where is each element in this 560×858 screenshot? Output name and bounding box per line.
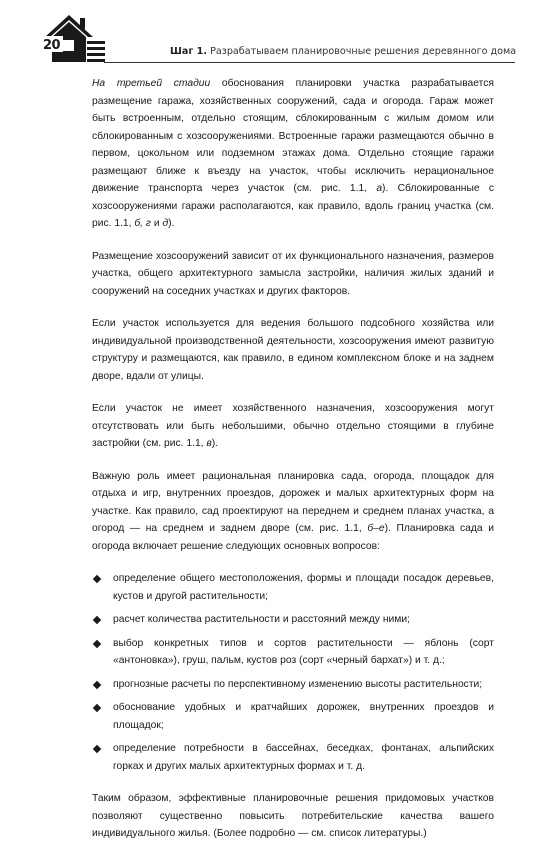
diamond-bullet-icon [93, 745, 101, 753]
list-item [92, 611, 494, 629]
body-text [92, 75, 494, 858]
figure-ref: б–е [367, 523, 385, 534]
list-item-text: выбор конкретных типов и сортов растительности — яблонь (сорт «антоновка»), груш, пальм, кустов роз (сорт «черный бархат») и т. д.; [113, 637, 494, 666]
header-rule [104, 62, 515, 63]
page-header [0, 0, 560, 72]
paragraph-subsidiary-farm: Если участок используется для ведения большого подсобного хозяйства или индивидуальной производственной деятельности, хозсооружения имеют развитую структуру и размещаются, как правило, в едином комплексном блоке и на заднем дворе, вдали от улицы. [92, 318, 494, 382]
italic-lead: На третьей стадии [92, 78, 211, 89]
paragraph-no-farm [92, 400, 494, 453]
figure-ref: д [162, 218, 169, 229]
paragraph-text: ). Сблокированные с хозсооружениями гаражи располагаются, как правило, вдоль границ участка (см. рис. 1.1, [92, 183, 494, 229]
list-item [92, 570, 494, 605]
paragraph-text: Если участок не имеет хозяйственного назначения, хозсооружения могут отсутствовать или быть небольшими, обычно отдельно стоящими в глубине застройки (см. рис. 1.1, [92, 403, 494, 449]
paragraph-text: ). [168, 218, 175, 229]
diamond-bullet-icon [93, 704, 101, 712]
diamond-bullet-icon [93, 639, 101, 647]
figure-ref: в [206, 438, 212, 449]
list-item-text: определение общего местоположения, формы и площади посадок деревьев, кустов и другой растительности; [113, 573, 494, 602]
paragraph-text: и [150, 218, 163, 229]
list-item-text: определение потребности в бассейнах, беседках, фонтанах, альпийских горках и других малых архитектурных формах и т. д. [113, 743, 494, 772]
paragraph-garden-planning [92, 468, 494, 556]
paragraph-text: обоснования планировки участка разрабатывается размещение гаража, хозяйственных сооружений, сада и огорода. Гараж может быть встроенным, отдельно стоящим, сблокированным с жилым домом или сблокированным с хозсооружениями. Встроенные гаражи размещаются обычно в первом, цокольном или подземном этажах дома. Отдельно стоящие гаражи размещают ближе к въезду на участок, чтобы исключить нерациональное движение транспорта через участок (см. рис. 1.1, [92, 78, 494, 194]
paragraph-text: Важную роль имеет рациональная планировка сада, огорода, площадок для отдыха и игр, внутренних проездов, дорожек и малых архитектурных форм на участке. Как правило, сад проектируют на переднем и среднем планах участка, а огород — на среднем и заднем дворе (см. рис. 1.1, [92, 470, 494, 534]
page-number: 20 [43, 38, 61, 53]
diamond-bullet-icon [93, 680, 101, 688]
diamond-bullet-icon [93, 616, 101, 624]
chapter-title: Разрабатываем планировочные решения деревянного дома [210, 46, 517, 57]
figure-ref: а [376, 183, 383, 194]
paragraph-text: ). Планировка сада и огорода включает решение следующих основных вопросов: [92, 523, 494, 552]
list-item [92, 699, 494, 734]
paragraph-conclusion: Таким образом, эффективные планировочные решения придомовых участков позволяют существенно повысить потребительские качества вашего индивидуального жилья. (Более подробно — см. список литературы.) [92, 793, 494, 839]
step-label: Шаг 1. [170, 46, 207, 57]
list-item-text: обоснование удобных и кратчайших дорожек, внутренних проездов и площадок; [113, 702, 494, 731]
list-item-text: расчет количества растительности и расстояний между ними; [113, 614, 410, 625]
diamond-bullet-icon [93, 575, 101, 583]
list-item [92, 740, 494, 775]
list-item [92, 635, 494, 670]
paragraph-outbuildings: Размещение хозсооружений зависит от их функционального назначения, размеров участка, общего архитектурного замысла застройки, наличия жилых зданий и сооружений на соседних участках и других факторов. [92, 250, 494, 297]
list-item-text: прогнозные расчеты по перспективному изменению высоты растительности; [113, 678, 483, 690]
running-head [170, 46, 516, 57]
list-item [92, 676, 494, 694]
figure-ref: б, г [134, 218, 151, 229]
paragraph-garage [92, 75, 494, 233]
bullet-list [92, 570, 494, 775]
paragraph-text: ). [211, 438, 219, 449]
